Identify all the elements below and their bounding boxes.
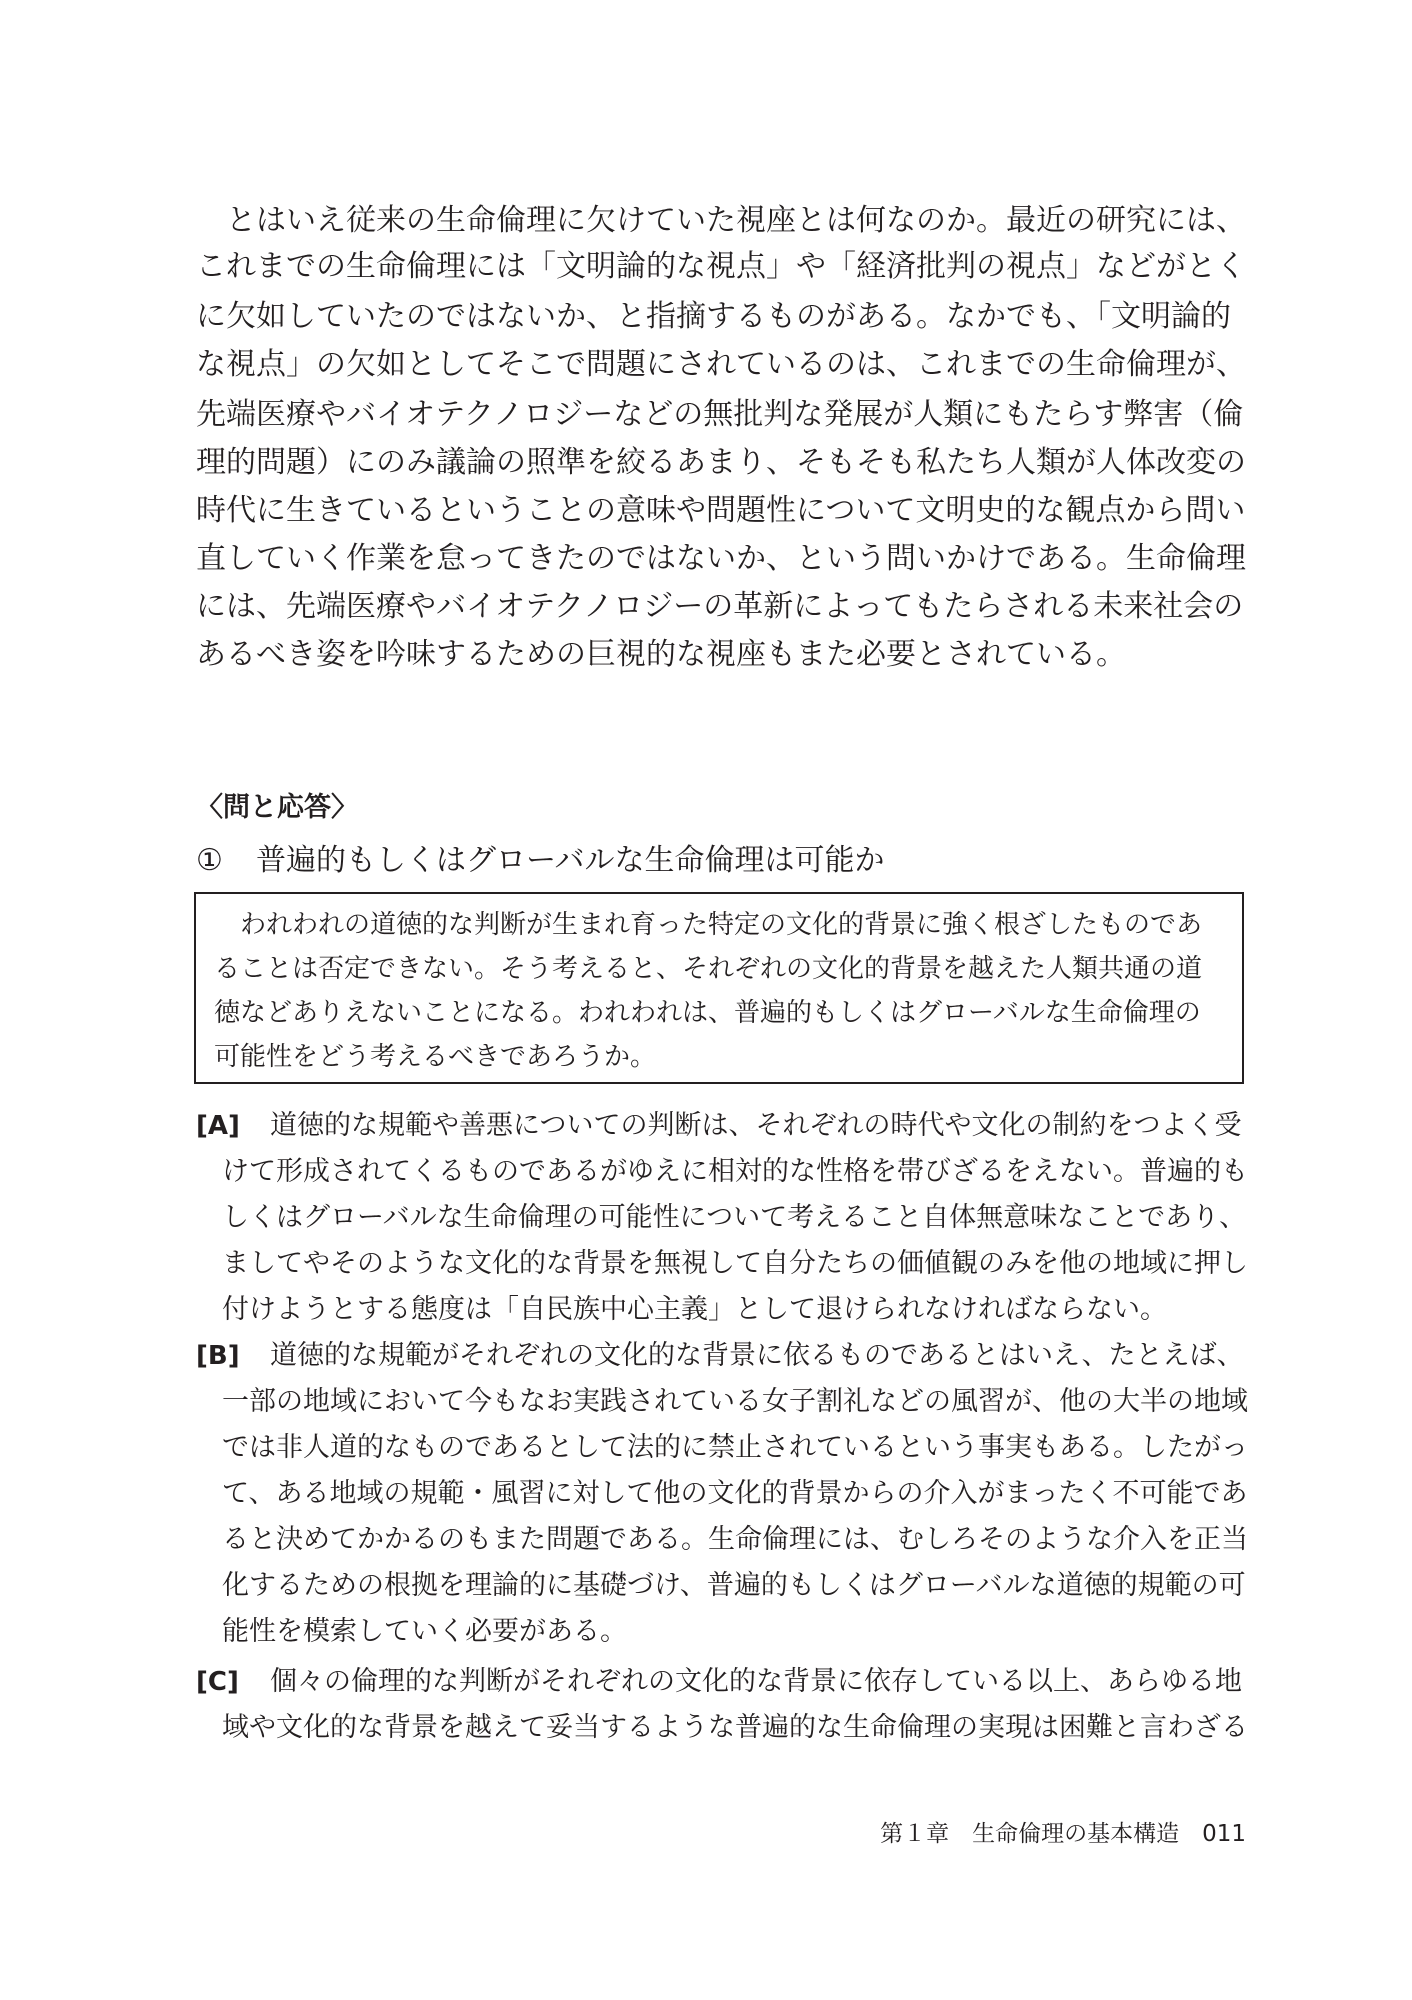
paragraph-line: 直していく作業を怠ってきたのではないか、という問いかけである。生命倫理 xyxy=(196,541,1246,576)
answer-line: 能性を模索していく必要がある。 xyxy=(222,1616,627,1647)
answer-line: 一部の地域において今もなお実践されている女子割礼などの風習が、他の大半の地域 xyxy=(222,1386,1248,1417)
paragraph-line: これまでの生命倫理には「文明論的な視点」や「経済批判の視点」などがとく xyxy=(196,249,1246,284)
answer-line: て、ある地域の規範・風習に対して他の文化的背景からの介入がまったく不可能であ xyxy=(222,1478,1248,1509)
answer-line: ましてやそのような文化的な背景を無視して自分たちの価値観のみを他の地域に押し xyxy=(222,1248,1248,1279)
answer-line: 付けようとする態度は「自民族中心主義」として退けられなければならない。 xyxy=(222,1294,1167,1325)
page-number: 011 xyxy=(1202,1821,1246,1847)
paragraph-line: 先端医療やバイオテクノロジーなどの無批判な発展が人類にもたらす弊害（倫 xyxy=(196,397,1244,432)
box-line: 可能性をどう考えるべきであろうか。 xyxy=(214,1042,657,1072)
answer-line: 個々の倫理的な判断がそれぞれの文化的な背景に依存している以上、あらゆる地 xyxy=(270,1666,1242,1697)
answer-line: では非人道的なものであるとして法的に禁止されているという事実もある。したがっ xyxy=(222,1432,1248,1463)
answer-line: けて形成されてくるものであるがゆえに相対的な性格を帯びざるをえない。普遍的も xyxy=(222,1156,1248,1187)
answer-line: 域や文化的な背景を越えて妥当するような普遍的な生命倫理の実現は困難と言わざる xyxy=(222,1712,1248,1743)
answer-line: 化するための根拠を理論的に基礎づけ、普遍的もしくはグローバルな道徳的規範の可 xyxy=(222,1570,1246,1601)
answer-label: [A] xyxy=(196,1111,240,1141)
page-footer xyxy=(880,1818,1246,1850)
answer-line: ると決めてかかるのもまた問題である。生命倫理には、むしろそのような介入を正当 xyxy=(222,1524,1248,1555)
paragraph-line: とはいえ従来の生命倫理に欠けていた視座とは何なのか。最近の研究には、 xyxy=(226,203,1246,238)
question-number: ① xyxy=(196,843,223,878)
footer-chapter: 第１章 xyxy=(880,1821,950,1847)
paragraph-line: な視点」の欠如としてそこで問題にされているのは、これまでの生命倫理が、 xyxy=(196,347,1246,382)
answer-line: 道徳的な規範や善悪についての判断は、それぞれの時代や文化の制約をつよく受 xyxy=(270,1110,1242,1141)
paragraph-line: 理的問題）にのみ議論の照準を絞るあまり、そもそも私たち人類が人体改変の xyxy=(196,445,1246,480)
paragraph-line: 時代に生きているということの意味や問題性について文明史的な観点から問い xyxy=(196,493,1246,528)
question-title-text: 普遍的もしくはグローバルな生命倫理は可能か xyxy=(256,843,885,878)
answer-line: 道徳的な規範がそれぞれの文化的な背景に依るものであるとはいえ、たとえば、 xyxy=(270,1340,1244,1371)
question-box xyxy=(194,892,1244,1084)
footer-chapter-title: 生命倫理の基本構造 xyxy=(972,1821,1180,1847)
answer-line: しくはグローバルな生命倫理の可能性について考えること自体無意味なことであり、 xyxy=(222,1202,1247,1233)
box-line: 徳などありえないことになる。われわれは、普遍的もしくはグローバルな生命倫理の xyxy=(214,998,1201,1028)
paragraph-line: あるべき姿を吟味するための巨視的な視座もまた必要とされている。 xyxy=(196,637,1126,672)
answer-label: [C] xyxy=(196,1667,239,1697)
qa-heading: 〈問と応答〉 xyxy=(196,792,358,823)
box-line: ることは否定できない。そう考えると、それぞれの文化的背景を越えた人類共通の道 xyxy=(214,954,1203,984)
paragraph-line: には、先端医療やバイオテクノロジーの革新によってもたらされる未来社会の xyxy=(196,589,1244,624)
paragraph-line: に欠如していたのではないか、と指摘するものがある。なかでも、「文明論的 xyxy=(196,299,1231,334)
answer-label: [B] xyxy=(196,1341,240,1371)
question-title xyxy=(196,838,885,884)
box-line: われわれの道徳的な判断が生まれ育った特定の文化的背景に強く根ざしたものであ xyxy=(240,910,1203,940)
